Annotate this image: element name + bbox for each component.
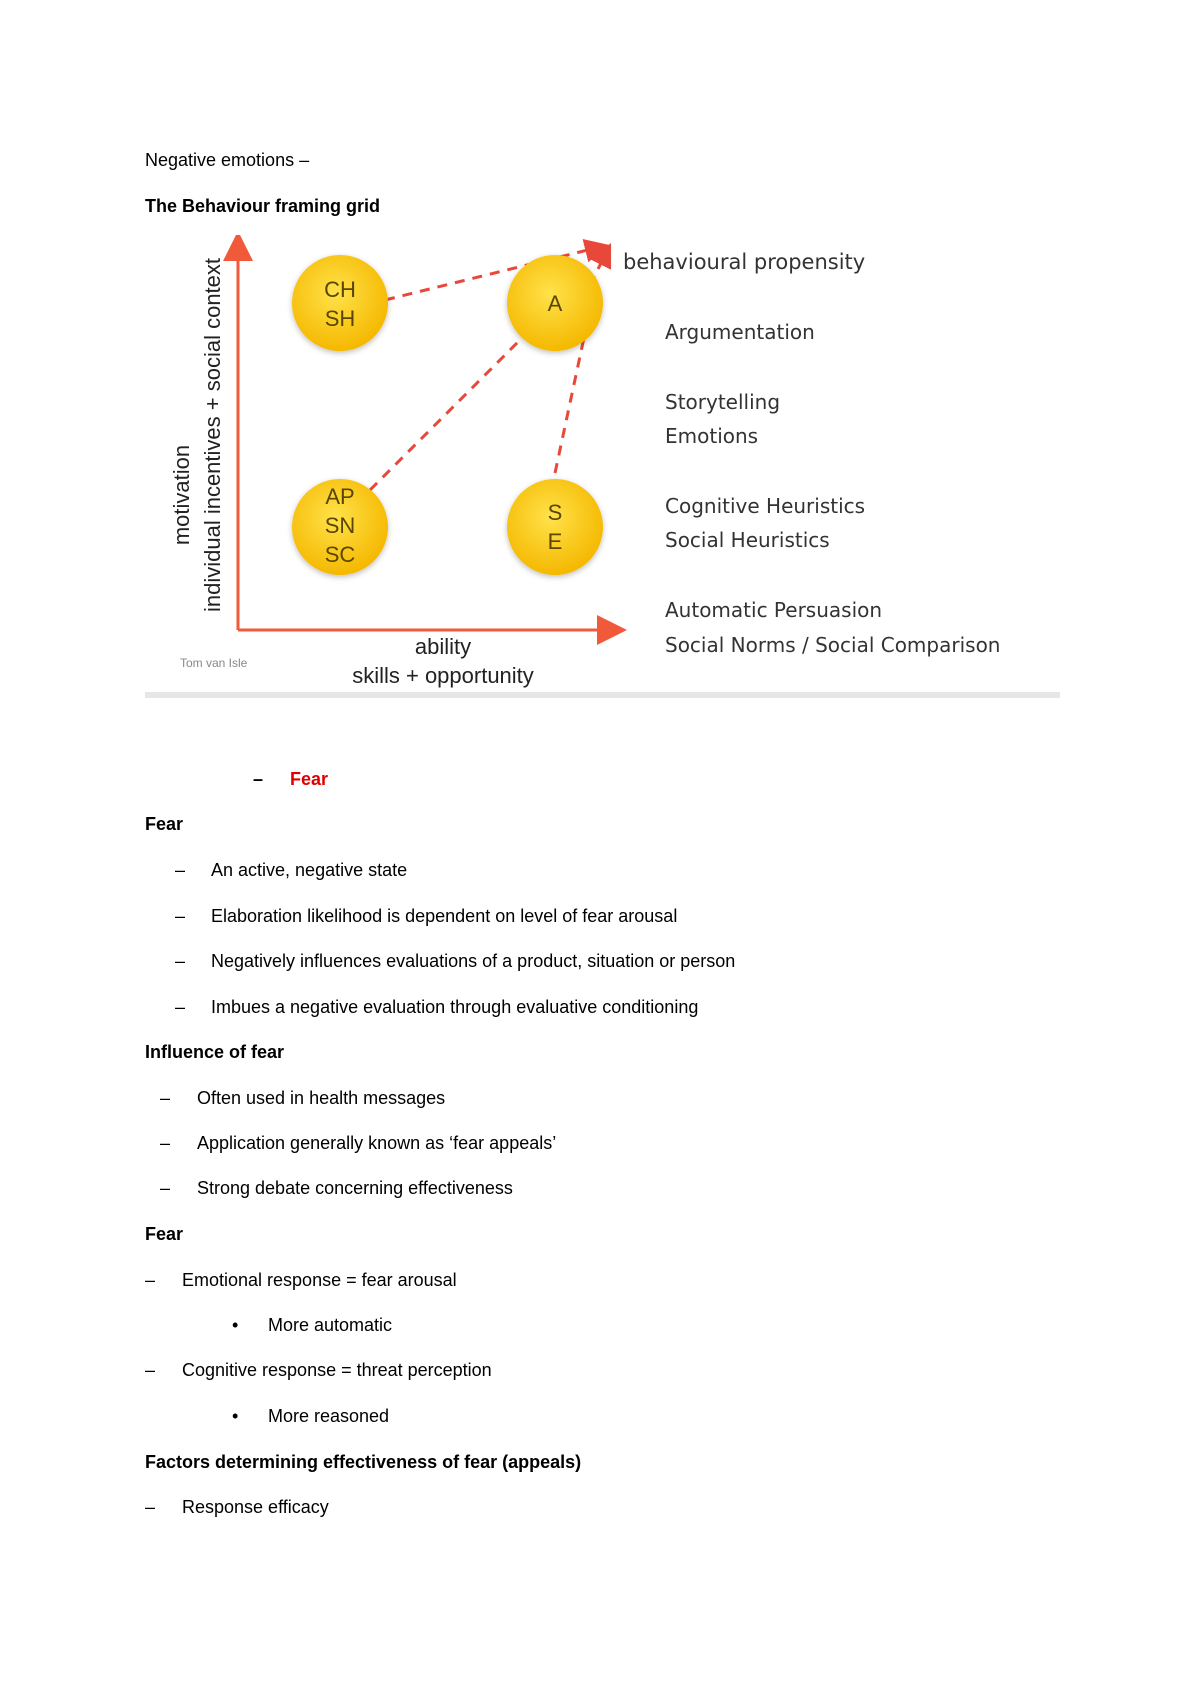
- list-item: Cognitive response = threat perception: [182, 1360, 492, 1380]
- list-item: Response efficacy: [182, 1497, 329, 1517]
- circle-label-sn: SN: [324, 513, 356, 538]
- label-behavioural-propensity: behavioural propensity: [623, 250, 866, 274]
- list-item: Often used in health messages: [197, 1088, 446, 1108]
- fear-label-dash: –: [253, 769, 264, 789]
- y-axis-label-motivation: motivation: [169, 444, 194, 546]
- y-axis-label-incentives: individual incentives + social context: [200, 257, 225, 613]
- circle-label-ch: CH: [324, 277, 356, 302]
- arrow-ap-to-a: [370, 335, 525, 490]
- x-axis-label-skills: skills + opportunity: [352, 663, 534, 688]
- bullet-glyph: •: [232, 1315, 239, 1335]
- sub-list-item: More reasoned: [268, 1406, 390, 1426]
- circle-ap-sn-sc: [292, 479, 388, 575]
- list-dash: –: [175, 906, 186, 926]
- factors-section-title: Factors determining effectiveness of fear (appeals): [145, 1452, 582, 1472]
- label-storytelling: Storytelling: [665, 390, 781, 414]
- list-item: An active, negative state: [211, 860, 408, 880]
- list-dash: –: [175, 860, 186, 880]
- list-item: Negatively influences evaluations of a product, situation or person: [211, 951, 736, 971]
- circle-a: [507, 255, 603, 351]
- list-item: Imbues a negative evaluation through evaluative conditioning: [211, 997, 699, 1017]
- label-automatic-persuasion: Automatic Persuasion: [665, 598, 883, 622]
- fear-label: Fear: [290, 769, 329, 789]
- bullet-glyph: •: [232, 1406, 239, 1426]
- section-title-framing-grid: The Behaviour framing grid: [145, 196, 381, 216]
- label-social-norms: Social Norms / Social Comparison: [665, 633, 1001, 657]
- label-argumentation: Argumentation: [665, 320, 815, 344]
- list-item: Elaboration likelihood is dependent on level of fear arousal: [211, 906, 678, 926]
- list-dash: –: [145, 1360, 156, 1380]
- list-dash: –: [175, 951, 186, 971]
- list-item: Strong debate concerning effectiveness: [197, 1178, 513, 1198]
- label-emotions: Emotions: [665, 424, 759, 448]
- label-cognitive-heuristics: Cognitive Heuristics: [665, 494, 866, 518]
- list-dash: –: [160, 1133, 171, 1153]
- list-dash: –: [145, 1270, 156, 1290]
- list-dash: –: [160, 1088, 171, 1108]
- circle-ch-sh: [292, 255, 388, 351]
- circle-label-sc: SC: [324, 542, 356, 567]
- list-dash: –: [175, 997, 186, 1017]
- behaviour-framing-grid-diagram: [145, 235, 1060, 695]
- circle-label-s: S: [547, 500, 563, 525]
- heading-line: Negative emotions –: [145, 150, 310, 170]
- divider: [145, 692, 1060, 698]
- x-axis-label-ability: ability: [414, 634, 472, 659]
- list-dash: –: [145, 1497, 156, 1517]
- influence-section-title: Influence of fear: [145, 1042, 285, 1062]
- list-dash: –: [160, 1178, 171, 1198]
- diagram-credit: Tom van Isle: [180, 656, 248, 670]
- fear2-section-title: Fear: [145, 1224, 184, 1244]
- circle-label-sh: SH: [324, 306, 356, 331]
- circle-s-e: [507, 479, 603, 575]
- list-item: Application generally known as ‘fear appeals’: [197, 1133, 557, 1153]
- label-social-heuristics: Social Heuristics: [665, 528, 830, 552]
- circle-label-e: E: [547, 529, 563, 554]
- fear-section-title: Fear: [145, 814, 184, 834]
- circle-label-a: A: [547, 291, 563, 316]
- list-item: Emotional response = fear arousal: [182, 1270, 457, 1290]
- sub-list-item: More automatic: [268, 1315, 393, 1335]
- circle-label-ap: AP: [325, 484, 355, 509]
